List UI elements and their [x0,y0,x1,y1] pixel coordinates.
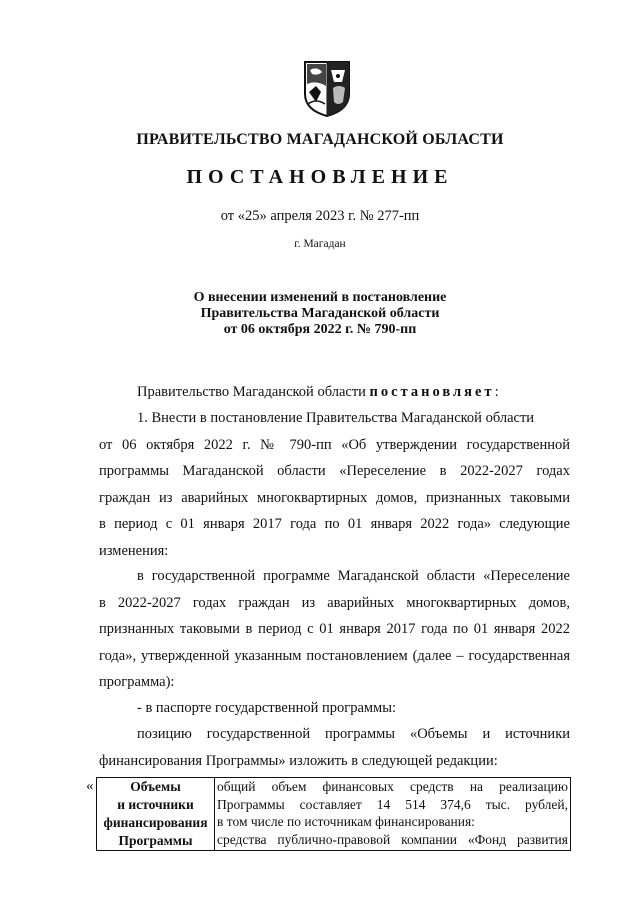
item-1-paragraph [99,405,570,564]
subject-line: Правительства Магаданской области [200,306,440,321]
header-line: Программы [118,833,193,848]
position-paragraph [99,721,570,774]
paragraph-line: признанных таковыми в период с 01 января 2017 года по 01 января 2022 [99,621,570,637]
paragraph-line: в 2022-2027 годах граждан из аварийных многоквартирных домов, [99,594,570,611]
paragraph-line: финансирования Программы» изложить в следующей редакции: [99,752,498,769]
decree-verb: постановляет [369,384,495,400]
paragraph-line: в государственной программе Магаданской области «Переселение [137,568,570,584]
paragraph-line: Правительство Магаданской области постановляет: [137,384,499,400]
subject-line: О внесении изменений в постановление [193,290,447,305]
cell-line: средства публично-правовой компании «Фонд развития [217,831,568,847]
paragraph-line: программы Магаданской области «Переселение в 2022-2027 годах [99,463,570,479]
coat-of-arms-emblem [302,58,352,118]
table-header-cell [97,778,215,851]
paragraph-line: программа): [99,674,175,690]
city-name: г. Магадан [294,238,346,250]
header-line: и источники [117,797,194,812]
cell-line: общий объем финансовых средств на реализацию [217,779,568,794]
paragraph-line: позицию государственной программы «Объемы и источники [137,726,570,742]
document-subject [0,290,640,338]
paragraph-line: 1. Внести в постановление Правительства Магаданской области [137,410,535,426]
passport-table [96,777,571,851]
government-name: ПРАВИТЕЛЬСТВО МАГАДАНСКОЙ ОБЛАСТИ [136,131,504,148]
paragraph-line: - в паспорте государственной программы: [137,700,397,716]
table-row [97,778,571,851]
date-and-number: от «25» апреля 2023 г. № 277-пп [220,208,420,224]
document-type-title: ПОСТАНОВЛЕНИЕ [186,166,454,188]
header-line: Объемы [130,779,181,794]
paragraph-line: от 06 октября 2022 г. № 790-пп «Об утверждении государственной [99,436,570,453]
paragraph-line: изменения: [99,542,169,559]
program-paragraph [99,563,570,696]
cell-line: в том числе по источникам финансирования: [217,814,475,829]
header-line: финансирования [103,815,208,830]
paragraph-line: граждан из аварийных многоквартирных домов, признанных таковыми [99,489,570,506]
cell-line: Программы составляет 14 514 374,6 тыс. рублей, [217,796,568,812]
subject-line: от 06 октября 2022 г. № 790-пп [223,322,417,337]
table-body-cell [215,778,571,851]
opening-quote: « [86,778,94,794]
paragraph-line: года», утвержденной указанным постановлением (далее – государственная [99,647,570,664]
paragraph-line: в период с 01 января 2017 года по 01 января 2022 года» следующие [99,516,570,532]
preamble-paragraph [99,379,570,406]
passport-paragraph [99,695,570,722]
